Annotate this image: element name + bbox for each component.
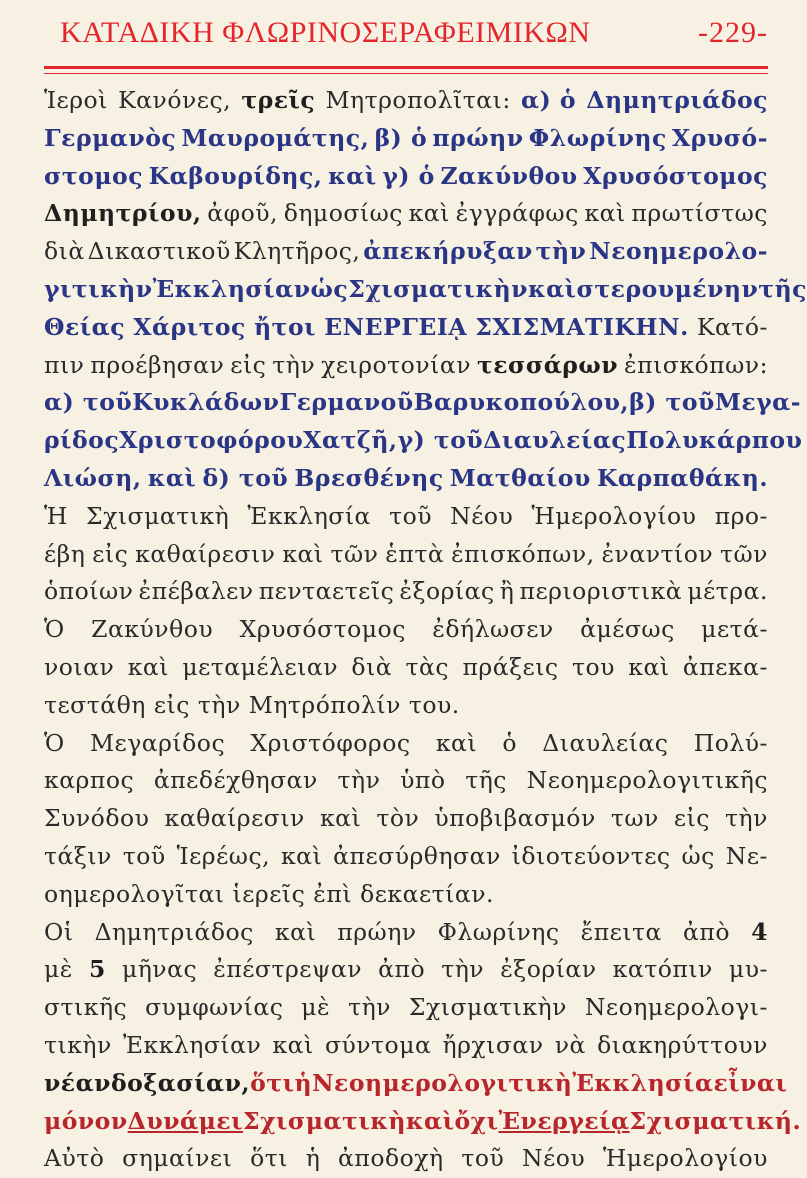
word: 4 xyxy=(751,917,768,946)
word: ἀπὸ xyxy=(683,917,730,946)
word: ἀπεσύρθησαν xyxy=(333,841,501,870)
text-line xyxy=(44,989,768,1027)
word: προέβησαν xyxy=(90,350,225,379)
word: ἀπεκήρυξαν xyxy=(363,237,533,266)
word: Γερμανοῦ xyxy=(279,388,414,417)
word: Διαυλείας xyxy=(483,426,627,455)
chapter-title: ΚΑΤΑΔΙΚΗ ΦΛΩΡΙΝΟΣΕΡΑΦΕΙΜΙΚΩΝ xyxy=(60,16,591,49)
word: Ἱεροὶ xyxy=(44,86,108,114)
word: Χατζῆ, xyxy=(303,426,398,455)
word: νέαν xyxy=(44,1068,111,1097)
word: καὶ xyxy=(280,841,323,870)
word: ΕΝΕΡΓΕΙᾼ xyxy=(324,312,468,341)
word: τὴν xyxy=(197,690,241,719)
word: ἐδήλωσεν xyxy=(432,615,554,644)
word: ἡ xyxy=(305,1144,321,1173)
text-line xyxy=(44,573,768,611)
word: Θείας xyxy=(44,312,126,341)
word: διὰ xyxy=(351,652,393,681)
text-line xyxy=(44,649,768,687)
word: σημαίνει xyxy=(122,1144,233,1173)
word: γ) τοῦ xyxy=(397,426,484,455)
word: ἤρχισαν xyxy=(442,1030,544,1059)
header-rule-thin xyxy=(44,73,768,74)
word: Ἡμερολογίου xyxy=(602,1144,768,1173)
word: μυ- xyxy=(728,955,768,984)
word: Ζακύνθου xyxy=(440,161,578,190)
word: Δικαστικοῦ xyxy=(87,237,231,266)
word: πρώην xyxy=(337,917,417,946)
word: τάξιν xyxy=(44,841,112,870)
word: Βρεσθένης xyxy=(294,463,444,492)
text-line xyxy=(44,1065,788,1103)
word: 5 xyxy=(88,955,106,984)
word: Καβουρίδης, xyxy=(148,161,323,190)
word: ρίδος xyxy=(44,426,120,455)
word: ἐξορίαν xyxy=(500,955,597,984)
text-line xyxy=(44,195,768,233)
word: Ὁ xyxy=(44,615,65,644)
word: Δυνάμει xyxy=(127,1106,243,1135)
word: α) ὁ xyxy=(521,86,577,114)
word: ἤτοι xyxy=(254,312,317,341)
text-line xyxy=(44,914,768,952)
word: στικῆς xyxy=(44,993,128,1022)
text-line xyxy=(44,120,768,158)
word: γ) ὁ xyxy=(382,161,435,190)
word: πενταετεῖς xyxy=(258,577,395,606)
word: Φλωρίνης xyxy=(528,123,667,152)
word: ἀποδοχὴ xyxy=(338,1144,444,1173)
word: περιοριστικὰ xyxy=(519,577,683,606)
word: συμφωνίας xyxy=(145,993,284,1022)
text-line xyxy=(44,158,768,196)
word: καθαίρεσιν xyxy=(135,539,276,568)
word: εἰς xyxy=(230,350,267,379)
word: τὴν xyxy=(272,350,316,379)
word: Ἱερέως, xyxy=(176,841,271,870)
text-line xyxy=(44,951,768,989)
word: έβη xyxy=(44,539,86,568)
word: ἰδιοτεύοντες xyxy=(511,841,671,870)
word: Ἡ xyxy=(44,501,68,530)
word: του xyxy=(571,652,615,681)
text-line xyxy=(44,271,807,309)
word: καὶ xyxy=(127,652,169,681)
word: ἐπισκόπων: xyxy=(624,350,768,379)
word: καὶ xyxy=(527,274,577,303)
word: β) ὁ xyxy=(374,123,428,152)
text-line xyxy=(44,1140,768,1178)
word: α) τοῦ xyxy=(44,388,133,417)
word: καὶ xyxy=(435,728,478,757)
running-header xyxy=(60,16,768,58)
text-line xyxy=(44,611,768,649)
word: Σχισματικὴ xyxy=(242,1106,406,1135)
word: ἐγγράφως xyxy=(455,199,579,228)
word: τεστάθη xyxy=(44,690,146,719)
word: εἰς xyxy=(673,804,710,833)
text-line xyxy=(44,460,768,498)
word: των xyxy=(610,804,659,833)
word: ἐναντίον xyxy=(601,539,714,568)
word: Διαυλείας xyxy=(542,728,669,757)
text-line xyxy=(44,800,768,838)
word: Σχισματικὴ xyxy=(85,501,230,530)
text-line xyxy=(44,384,801,422)
word: Νεοημερολογι- xyxy=(584,993,768,1022)
word: ἀμέσως xyxy=(580,615,675,644)
word: Νέου xyxy=(522,1144,586,1173)
word: μὲ xyxy=(44,955,73,984)
word: ἡ xyxy=(294,1068,313,1097)
word: προ- xyxy=(714,501,768,530)
page-number: -229- xyxy=(698,16,768,49)
word: Συνόδου xyxy=(44,804,150,833)
word: καὶ xyxy=(628,652,670,681)
word: εἰς xyxy=(153,690,190,719)
word: μεταμέλειαν xyxy=(182,652,339,681)
word: Καρπαθάκη. xyxy=(596,463,768,492)
word: διὰ xyxy=(44,237,85,266)
word: τῶν xyxy=(330,539,379,568)
word: δημοσίως xyxy=(283,199,403,228)
word: πιν xyxy=(44,350,85,379)
word: καρπος xyxy=(44,766,135,795)
word: καὶ xyxy=(405,1106,455,1135)
word: Νεοημερολο- xyxy=(589,237,768,266)
word: Νεοημερολογιτικὴ xyxy=(312,1068,573,1097)
body-text xyxy=(44,82,807,1178)
text-line xyxy=(44,762,768,800)
word: Ζακύνθου xyxy=(91,615,214,644)
word: εἰς xyxy=(92,539,129,568)
word: οημερολογῖται xyxy=(44,879,225,908)
word: πρώην xyxy=(432,123,524,152)
text-line xyxy=(44,838,768,876)
word: Κανόνες, xyxy=(118,86,232,114)
word: τῆς xyxy=(758,274,807,303)
word: Βαρυκοπούλου, xyxy=(413,388,630,417)
word: διακηρύττουν xyxy=(597,1030,768,1059)
word: ἑπτὰ xyxy=(385,539,445,568)
text-line xyxy=(44,233,768,271)
text-line xyxy=(44,687,768,725)
word: τοῦ xyxy=(389,501,433,530)
word: τικὴν xyxy=(44,1030,112,1059)
word: καὶ xyxy=(274,917,317,946)
word: Χρυσόστομος xyxy=(583,161,768,190)
word: Χριστόφορος xyxy=(250,728,411,757)
word: ὡς xyxy=(681,841,715,870)
word: Ἐκκλησίαν xyxy=(122,1030,262,1059)
word: Οἱ xyxy=(44,917,74,946)
text-line xyxy=(44,498,768,536)
text-line xyxy=(44,347,768,385)
word: Πολυκάρπου xyxy=(626,426,803,455)
word: ἀπεδέχθησαν xyxy=(153,766,318,795)
word: Φλωρίνης xyxy=(437,917,560,946)
word: τὴν xyxy=(348,993,391,1022)
word: ἀφοῦ, xyxy=(207,199,278,228)
word: καὶ xyxy=(584,199,626,228)
text-line xyxy=(44,1027,768,1065)
word: ἢ xyxy=(499,577,515,606)
word: κατόπιν xyxy=(612,955,713,984)
word: ὑπὸ xyxy=(400,766,446,795)
word: τὴν xyxy=(725,804,768,833)
word: Γερμανὸς xyxy=(44,123,177,152)
word: ἀπὸ xyxy=(378,955,426,984)
word: Νέου xyxy=(450,501,514,530)
word: Ἐκκλησίαν xyxy=(152,274,311,303)
word: Λιώση, xyxy=(44,463,142,492)
word: Αὐτὸ xyxy=(44,1144,105,1173)
word: Μαυρομάτης, xyxy=(181,123,370,152)
word: δοξασίαν, xyxy=(110,1068,251,1097)
word: μόνον xyxy=(44,1106,128,1135)
word: ὁποίων xyxy=(44,577,134,606)
word: νοιαν xyxy=(44,652,115,681)
text-line xyxy=(44,309,768,347)
word: Δημητριάδος xyxy=(586,86,768,114)
text-line xyxy=(44,725,768,763)
text-line xyxy=(44,536,768,574)
word: ὅτι xyxy=(250,1144,288,1173)
word: Χρυσό- xyxy=(672,123,768,152)
word: μὲ xyxy=(301,993,331,1022)
word: Κατό- xyxy=(696,312,768,341)
word: ἐπέστρεψαν xyxy=(213,955,363,984)
word: Χρυσόστομος xyxy=(239,615,406,644)
word: Κλητῆρος, xyxy=(233,237,361,266)
word: ΣΧΙΣΜΑΤΙΚΗΝ. xyxy=(475,312,689,341)
word: ὅτι xyxy=(250,1068,295,1097)
word: τοῦ xyxy=(461,1144,505,1173)
word: Ἐκκλησία xyxy=(572,1068,714,1097)
word: ἀπεκα- xyxy=(682,652,768,681)
word: σύντομα xyxy=(324,1030,432,1059)
word: β) τοῦ xyxy=(629,388,715,417)
word: Μητροπολῖται: xyxy=(325,86,511,114)
word: καὶ xyxy=(328,161,377,190)
word: ἐπέβαλεν xyxy=(138,577,254,606)
word: Νε- xyxy=(725,841,768,870)
word: Χάριτος xyxy=(133,312,246,341)
text-line xyxy=(44,422,803,460)
word: πρωτίστως xyxy=(631,199,768,228)
word: Κυκλάδων xyxy=(132,388,280,417)
header-rule-thick xyxy=(44,66,768,69)
word: πράξεις xyxy=(462,652,559,681)
word: τὴν xyxy=(441,955,485,984)
text-line xyxy=(44,82,768,120)
word: Ἡμερολογίου xyxy=(531,501,697,530)
word: στομος xyxy=(44,161,143,190)
word: τὴν xyxy=(535,237,587,266)
word: ἐξορίας xyxy=(399,577,495,606)
word: Ματθαίου xyxy=(449,463,591,492)
word: καθαίρεσιν xyxy=(164,804,305,833)
word: ἐπισκόπων, xyxy=(451,539,595,568)
word: Χριστοφόρου xyxy=(119,426,304,455)
word: Ἐκκλησία xyxy=(247,501,371,530)
word: εἶναι xyxy=(713,1068,788,1097)
word: τὸν xyxy=(376,804,420,833)
word: ὑποβιβασμόν xyxy=(434,804,596,833)
word: Ὁ xyxy=(44,728,65,757)
word: καὶ xyxy=(408,199,450,228)
word: δ) τοῦ xyxy=(202,463,289,492)
word: Δημητρίου, xyxy=(44,199,202,228)
word: Νεοημερολογιτικῆς xyxy=(526,766,768,795)
word: νὰ xyxy=(554,1030,586,1059)
word: δεκαετίαν. xyxy=(360,879,494,908)
word: στερουμένην xyxy=(576,274,759,303)
word: Δημητριάδος xyxy=(94,917,254,946)
word: του. xyxy=(408,690,460,719)
word: ἐπὶ xyxy=(313,879,353,908)
word: ὄχι xyxy=(454,1106,499,1135)
word: ὁ xyxy=(502,728,518,757)
word: τῆς xyxy=(465,766,507,795)
text-line xyxy=(44,1103,802,1141)
word: τὰς xyxy=(405,652,450,681)
word: γιτικὴν xyxy=(44,274,153,303)
word: καὶ xyxy=(282,539,324,568)
word: καὶ xyxy=(147,463,197,492)
word: χειροτονίαν xyxy=(321,350,471,379)
word: μῆνας xyxy=(121,955,198,984)
word: ἱερεῖς xyxy=(232,879,306,908)
word: τὴν xyxy=(337,766,381,795)
word: ὡς xyxy=(310,274,349,303)
word: τεσσάρων xyxy=(476,350,619,379)
text-line xyxy=(44,876,768,914)
word: Πολύ- xyxy=(693,728,768,757)
word: μετά- xyxy=(701,615,768,644)
word: Σχισματικὴν xyxy=(408,993,567,1022)
word: Σχισματική. xyxy=(629,1106,802,1135)
word: Μεγαρίδος xyxy=(89,728,226,757)
word: Μεγα- xyxy=(714,388,801,417)
word: τῶν xyxy=(720,539,768,568)
word: Ἐνεργείᾳ xyxy=(498,1106,630,1135)
word: τοῦ xyxy=(122,841,166,870)
word: μέτρα. xyxy=(687,577,768,606)
word: καὶ xyxy=(272,1030,314,1059)
word: Μητρόπολίν xyxy=(248,690,401,719)
word: τρεῖς xyxy=(241,86,316,114)
word: Σχισματικὴν xyxy=(348,274,528,303)
word: ἔπειτα xyxy=(580,917,662,946)
word: καὶ xyxy=(319,804,362,833)
